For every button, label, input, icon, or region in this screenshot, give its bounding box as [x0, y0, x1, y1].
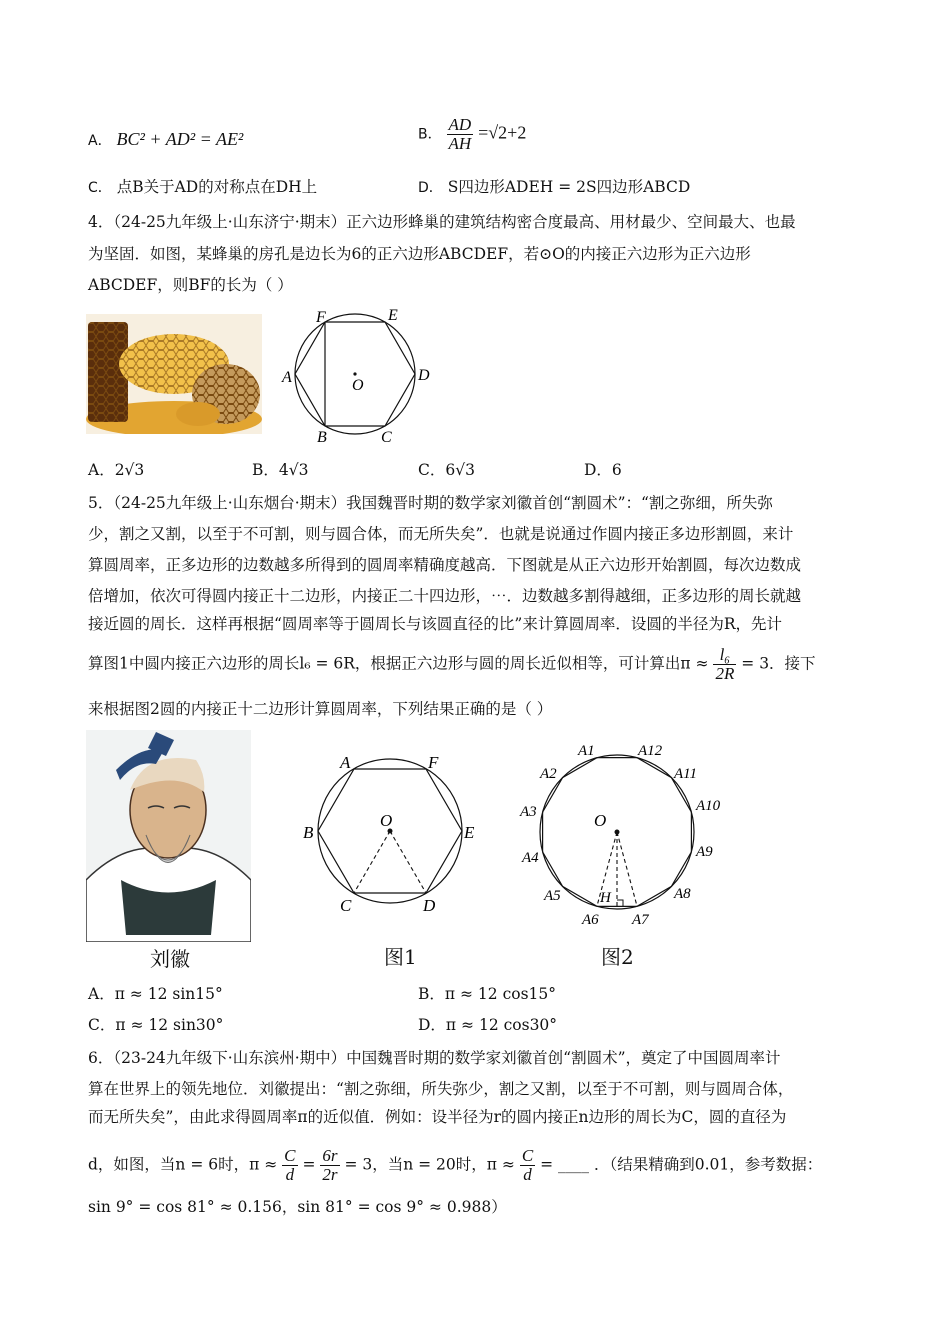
q4-option-b: B．4√3	[252, 461, 309, 479]
fraction-denominator: d	[523, 1165, 532, 1184]
q5-option-d: D．π ≈ 12 cos30°	[418, 1016, 558, 1034]
fraction-numerator: 6r	[322, 1146, 338, 1165]
q4-hexagon-diagram	[280, 302, 430, 447]
option-label: A．	[88, 133, 112, 149]
q4-line-1: 4．（24-25九年级上·山东济宁·期末）正六边形蜂巢的建筑结构密合度最高、用材最少、空间最大、也最	[88, 213, 796, 231]
radius-oc	[354, 831, 390, 893]
label-o: O	[352, 377, 364, 394]
option-math: BC² + AD² = AE²	[116, 129, 244, 149]
q6-line-5: sin 9° = cos 81° ≈ 0.156，sin 81° = cos 9° ≈ 0.988）	[88, 1198, 507, 1216]
figure-1-hexagon	[298, 748, 488, 918]
label-e: E	[464, 823, 475, 842]
label-o: O	[380, 811, 393, 830]
q5-line-4: 倍增加，依次可得圆内接正十二边形，内接正二十四边形，⋯．边数越多割得越细，正多边形的周长就越	[88, 587, 802, 605]
label-e: E	[388, 307, 398, 324]
q5-option-a: A．π ≈ 12 sin15°	[88, 985, 223, 1003]
center-point	[615, 830, 620, 835]
label-c: C	[381, 429, 392, 446]
figure-2-dodecagon	[516, 738, 726, 932]
q6-line-1: 6．（23-24九年级下·山东滨州·期中）中国魏晋时期的数学家刘徽首创“割圆术”，奠定了中国圆周率计	[88, 1049, 781, 1067]
text-segment: 算图1中圆内接正六边形的周长l₆ = 6R，根据正六边形与圆的周长近似相等，可计算出π ≈	[88, 654, 709, 673]
label-a2: A2	[540, 766, 557, 782]
text-segment: d，如图，当n = 6时，π ≈	[88, 1155, 278, 1174]
label-c: C	[340, 896, 352, 915]
q3-option-d	[418, 176, 690, 199]
q5-line-6	[88, 646, 816, 683]
text-segment: = 3，当n = 20时，π ≈	[344, 1155, 515, 1174]
label-d: D	[423, 896, 436, 915]
option-text: S四边形ADEH = 2S四边形ABCD	[447, 178, 691, 196]
right-angle-mark	[617, 900, 623, 906]
text-segment: ．（结果精确到0.01，参考数据：	[593, 1155, 823, 1174]
radius-oa7	[617, 832, 637, 906]
label-a: A	[282, 369, 292, 386]
q5-line-2: 少，割之又割，以至于不可割，则与圆合体，而无所失矣”．也就是说通过作圆内接正多边形割圆，来计	[88, 525, 794, 543]
label-a10: A10	[696, 798, 721, 814]
fraction-numerator: C	[521, 1146, 534, 1165]
q5-option-c: C．π ≈ 12 sin30°	[88, 1016, 224, 1034]
q4-line-2: 为坚固．如图，某蜂巢的房孔是边长为6的正六边形ABCDEF，若⊙O的内接正六边形为正六边形	[88, 245, 751, 263]
q6-line-2: 算在世界上的领先地位．刘徽提出：“割之弥细，所失弥少，割之又割，以至于不可割，则与圆周合体，	[88, 1080, 794, 1098]
label-f: F	[316, 309, 326, 326]
text-segment: =	[540, 1155, 554, 1174]
center-point	[353, 372, 356, 375]
option-label: B．	[418, 126, 442, 143]
label-a1: A1	[578, 743, 595, 759]
answer-blank[interactable]: ____	[558, 1155, 590, 1174]
label-a3: A3	[520, 804, 537, 820]
label-f: F	[428, 753, 439, 772]
label-h: H	[600, 890, 611, 906]
label-a6: A6	[582, 912, 599, 928]
option-label: D．	[418, 180, 443, 196]
q5-line-5: 接近圆的周长．这样再根据“圆周率等于圆周长与该圆直径的比”来计算圆周率．设圆的半径为R，先计	[88, 615, 783, 633]
figure-1-caption: 图1	[384, 945, 417, 969]
label-a7: A7	[632, 912, 649, 928]
label-b: B	[317, 429, 327, 446]
label-a5: A5	[544, 888, 561, 904]
q4-line-3: ABCDEF，则BF的长为（ ）	[88, 276, 293, 294]
fraction-numerator: l₆	[713, 646, 736, 665]
fraction-numerator: AD	[448, 115, 472, 134]
label-a9: A9	[696, 844, 713, 860]
fraction	[713, 646, 736, 683]
portrait-caption: 刘徽	[150, 947, 190, 971]
fraction-denominator: 2R	[715, 664, 735, 683]
fraction-denominator: AH	[448, 134, 472, 153]
fraction	[447, 116, 474, 153]
q5-line-1: 5．（24-25九年级上·山东烟台·期末）我国魏晋时期的数学家刘徽首创“割圆术”：“割之弥细，所失弥	[88, 494, 773, 512]
label-a4: A4	[522, 850, 539, 866]
fraction	[282, 1147, 297, 1184]
radius-od	[390, 831, 426, 893]
text-segment: = 3．接下	[741, 654, 816, 673]
fraction	[320, 1147, 339, 1184]
liu-hui-portrait	[86, 730, 251, 942]
label-a12: A12	[638, 743, 663, 759]
label-o: O	[594, 811, 607, 830]
label-d: D	[418, 367, 430, 384]
q3-option-b	[418, 116, 526, 153]
option-text: 点B关于AD的对称点在DH上	[116, 178, 318, 196]
q4-option-c: C．6√3	[418, 461, 475, 479]
label-a11: A11	[674, 766, 698, 782]
option-label: C．	[88, 180, 112, 196]
label-a: A	[340, 753, 351, 772]
q5-option-b: B．π ≈ 12 cos15°	[418, 985, 557, 1003]
fraction	[520, 1147, 535, 1184]
q6-line-4	[88, 1147, 822, 1184]
q6-line-3: 而无所失矣”，由此求得圆周率π的近似值．例如：设半径为r的圆内接正n边形的周长为C，圆的直径为	[88, 1108, 787, 1126]
q4-option-a: A．2√3	[88, 461, 145, 479]
q4-option-d: D．6	[584, 461, 622, 479]
q5-line-3: 算圆周率，正多边形的边数越多所得到的圆周率精确度越高．下图就是从正六边形开始割圆，每次边数成	[88, 556, 802, 574]
option-math: =√2+2	[478, 122, 527, 143]
label-a8: A8	[674, 886, 691, 902]
q3-option-c	[88, 176, 317, 199]
fraction-numerator: C	[284, 1146, 296, 1165]
text-segment: =	[302, 1155, 316, 1174]
fraction-denominator: d	[285, 1165, 295, 1184]
fraction-denominator: 2r	[322, 1165, 338, 1184]
q3-option-a	[88, 128, 243, 152]
label-b: B	[303, 823, 314, 842]
honeycomb-photo	[86, 314, 262, 434]
q5-line-7: 来根据图2圆的内接正十二边形计算圆周率，下列结果正确的是（ ）	[88, 700, 553, 718]
figure-2-caption: 图2	[601, 945, 634, 969]
